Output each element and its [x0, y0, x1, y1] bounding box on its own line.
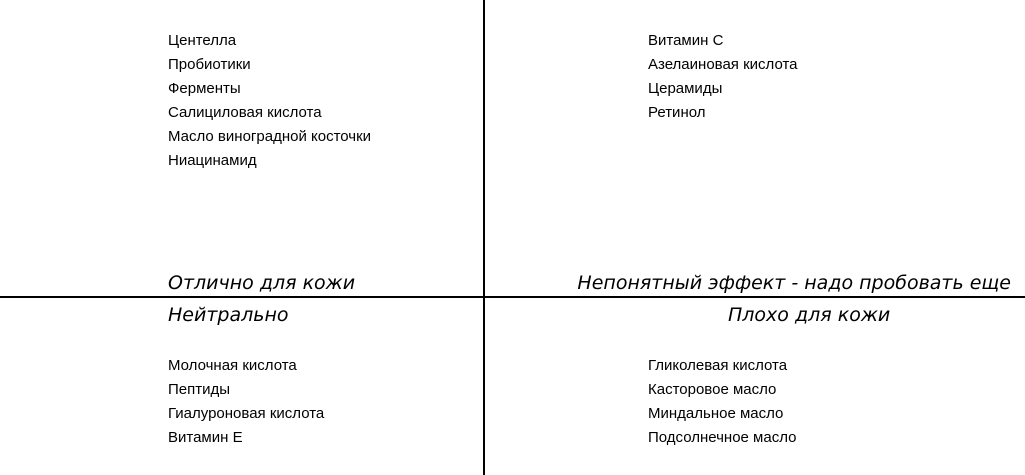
list-item: Церамиды [648, 80, 723, 97]
list-item: Ретинол [648, 104, 706, 121]
quadrant-bottom-right-title: Плохо для кожи [728, 304, 891, 326]
quadrant-top-left-list [168, 29, 371, 173]
list-item: Миндальное масло [648, 405, 784, 422]
list-item: Витамин Е [168, 429, 243, 446]
list-item: Гиалуроновая кислота [168, 405, 325, 422]
list-item: Салициловая кислота [168, 104, 322, 121]
quadrant-bottom-left-title: Нейтрально [168, 304, 289, 326]
list-item: Гликолевая кислота [648, 357, 788, 374]
list-item: Пробиотики [168, 56, 251, 73]
quadrant-bottom-left-list [168, 354, 324, 450]
quadrant-top-right-list [648, 29, 798, 125]
list-item: Центелла [168, 32, 237, 49]
list-item: Ниацинамид [168, 152, 257, 169]
list-item: Подсолнечное масло [648, 429, 797, 446]
list-item: Азелаиновая кислота [648, 56, 798, 73]
list-item: Пептиды [168, 381, 231, 398]
list-item: Масло виноградной косточки [168, 128, 372, 145]
vertical-axis-line [483, 0, 485, 475]
list-item: Витамин С [648, 32, 724, 49]
list-item: Молочная кислота [168, 357, 297, 374]
quadrant-bottom-right-list [648, 354, 796, 450]
list-item: Касторовое масло [648, 381, 777, 398]
quadrant-top-right-title: Непонятный эффект - надо пробовать еще [577, 272, 1011, 294]
horizontal-axis-line [0, 296, 1025, 298]
list-item: Ферменты [168, 80, 241, 97]
quadrant-top-left-title: Отлично для кожи [168, 272, 356, 294]
